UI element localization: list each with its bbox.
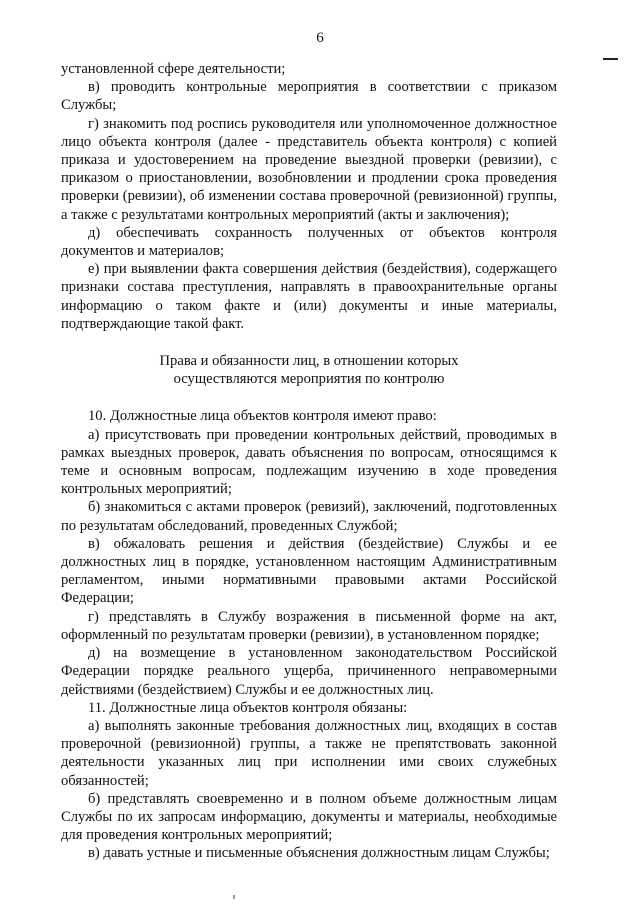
scan-artifact (233, 895, 235, 899)
paragraph: б) представлять своевременно и в полном объеме должностным лицам Службы по их запросам информацию, документы и материалы, необходимые для проведения контрольных мероприятий; (61, 790, 557, 844)
paragraph: д) на возмещение в установленном законодательством Российской Федерации порядке реального ущерба, причиненного неправомерными действиями (бездействием) Службы и ее должностных лиц. (61, 645, 557, 698)
page-number: 6 (316, 30, 324, 46)
paragraph: е) при выявлении факта совершения действия (бездействия), содержащего признаки состава преступления, направлять в правоохранительные органы информацию о таком факте и (или) документы и иные материалы, подтверждающие такой факт. (61, 261, 557, 332)
paragraph: в) обжаловать решения и действия (бездействие) Службы и ее должностных лиц в порядке, установленном настоящим Административным регламентом, иными нормативными правовыми актами Российской Федерации; (61, 535, 557, 607)
paragraph: 11. Должностные лица объектов контроля обязаны: (88, 699, 408, 716)
paragraph: а) присутствовать при проведении контрольных действий, проводимых в рамках выездных проверок, давать объяснения по вопросам, относящимся к теме и основным вопросам, подлежащим изучению в ходе проведения контрольных мероприятий; (61, 426, 557, 498)
paragraph: г) представлять в Службу возражения в письменной форме на акт, оформленный по результатам проверки (ревизии), в установленном порядке; (61, 608, 557, 643)
paragraph: б) знакомиться с актами проверок (ревизий), заключений, подготовленных по результатам обследований, проведенных Службой; (61, 499, 557, 534)
paragraph: г) знакомить под роспись руководителя или уполномоченное должностное лицо объекта контроля (далее - представитель объекта контроля) с копией приказа и удостоверением на проведение выездной проверки (ревизии), с приказом о приостановлении, возобновлении и продлении срока проведения проверки (ревизии), об изменении состава проверочной (ревизионной) группы, а также с результатами контрольных мероприятий (акты и заключения); (61, 115, 557, 223)
paragraph: в) проводить контрольные мероприятия в соответствии с приказом Службы; (61, 79, 557, 114)
section-heading (61, 352, 557, 388)
section-heading-line: осуществляются мероприятия по контролю (173, 371, 445, 388)
paragraph: установленной сфере деятельности; (61, 61, 286, 77)
paragraph: д) обеспечивать сохранность полученных от объектов контроля документов и материалов; (61, 224, 557, 260)
paragraph: в) давать устные и письменные объяснения должностным лицам Службы; (88, 845, 550, 862)
corner-mark (603, 58, 618, 60)
paragraph: 10. Должностные лица объектов контроля имеют право: (88, 408, 437, 425)
paragraph: а) выполнять законные требования должностных лиц, входящих в состав проверочной (ревизионной) группы, а также не препятствовать законной деятельности указанных лиц при исполнении ими своих служебных обязанностей; (61, 717, 557, 789)
section-heading-line: Права и обязанности лиц, в отношении которых (159, 353, 459, 370)
document-body (61, 60, 557, 863)
